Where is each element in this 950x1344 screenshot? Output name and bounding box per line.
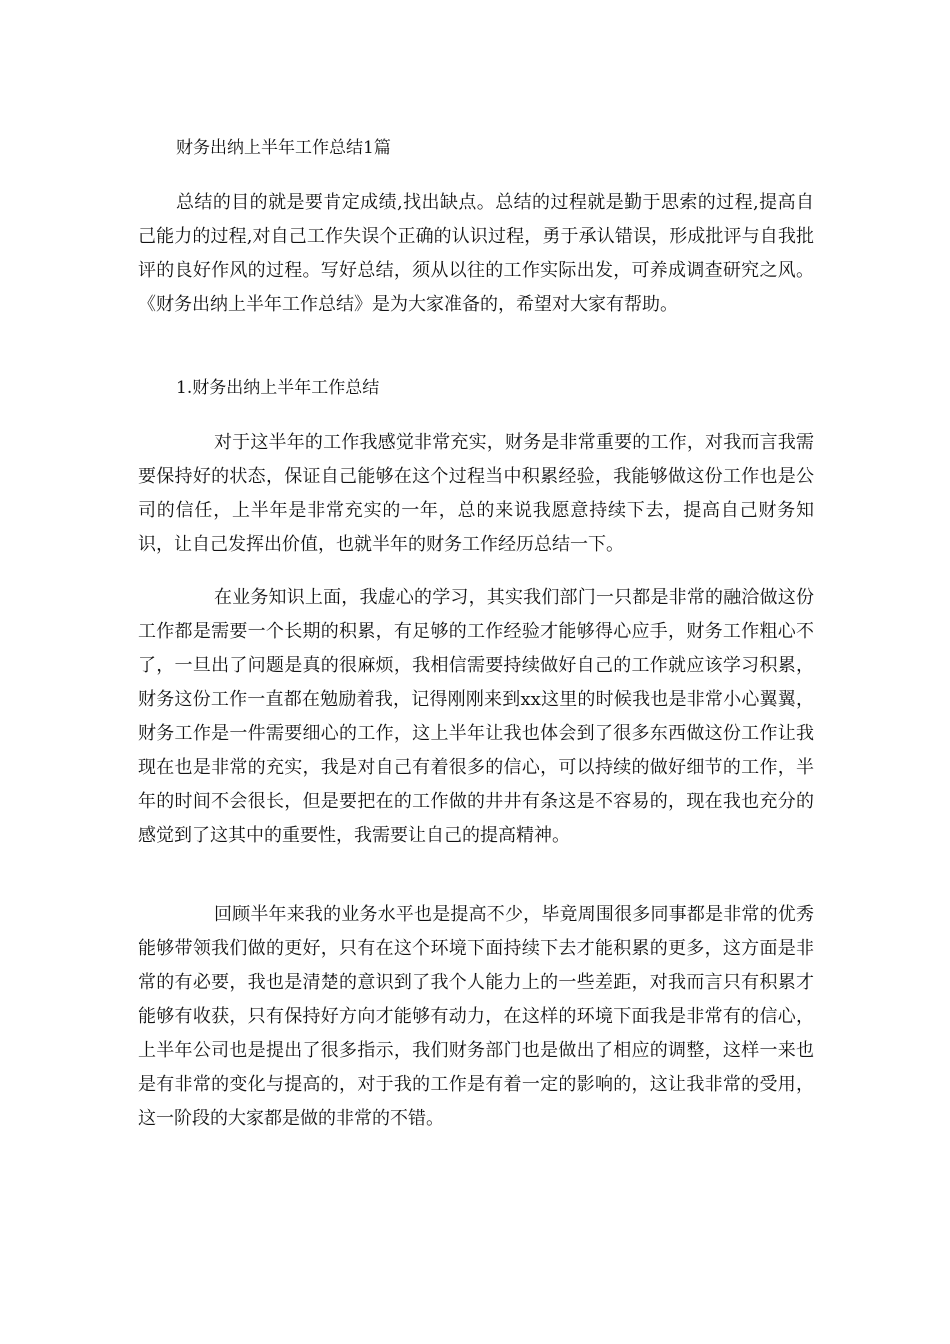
section-heading: 1.财务出纳上半年工作总结: [176, 378, 380, 398]
body-paragraph-2: 在业务知识上面，我虚心的学习，其实我们部门一只都是非常的融洽做这份工作都是需要一个长期的积累，有足够的工作经验才能够得心应手，财务工作粗心不了，一旦出了问题是真的很麻烦，我相信需要持续做好自己的工作就应该学习积累，财务这份工作一直都在勉励着我，记得刚刚来到xx这里的时候我也是非常小心翼翼，财务工作是一件需要细心的工作，这上半年让我也体会到了很多东西做这份工作让我现在也是非常的充实，我是对自己有着很多的信心，可以持续的做好细节的工作，半年的时间不会很长，但是要把在的工作做的井井有条这是不容易的，现在我也充分的感觉到了这其中的重要性，我需要让自己的提高精神。: [138, 587, 814, 846]
body-paragraph-3: 回顾半年来我的业务水平也是提高不少，毕竟周围很多同事都是非常的优秀能够带领我们做的更好，只有在这个环境下面持续下去才能积累的更多，这方面是非常的有必要，我也是清楚的意识到了我个人能力上的一些差距，对我而言只有积累才能够有收获，只有保持好方向才能够有动力，在这样的环境下面我是非常有的信心，上半年公司也是提出了很多指示，我们财务部门也是做出了相应的调整，这样一来也是有非常的变化与提高的，对于我的工作是有着一定的影响的，这让我非常的受用，这一阶段的大家都是做的非常的不错。: [138, 904, 814, 1129]
document-title: 财务出纳上半年工作总结1篇: [176, 138, 391, 158]
body-paragraph-1: 对于这半年的工作我感觉非常充实，财务是非常重要的工作，对我而言我需要保持好的状态，保证自己能够在这个过程当中积累经验，我能够做这份工作也是公司的信任，上半年是非常充实的一年，总的来说我愿意持续下去，提高自己财务知识，让自己发挥出价值，也就半年的财务工作经历总结一下。: [138, 432, 814, 555]
intro-paragraph: 总结的目的就是要肯定成绩,找出缺点。总结的过程就是勤于思索的过程,提高自己能力的过程,对自己工作失误个正确的认识过程，勇于承认错误，形成批评与自我批评的良好作风的过程。写好总结，须从以往的工作实际出发，可养成调查研究之风。《财务出纳上半年工作总结》是为大家准备的，希望对大家有帮助。: [138, 192, 814, 315]
